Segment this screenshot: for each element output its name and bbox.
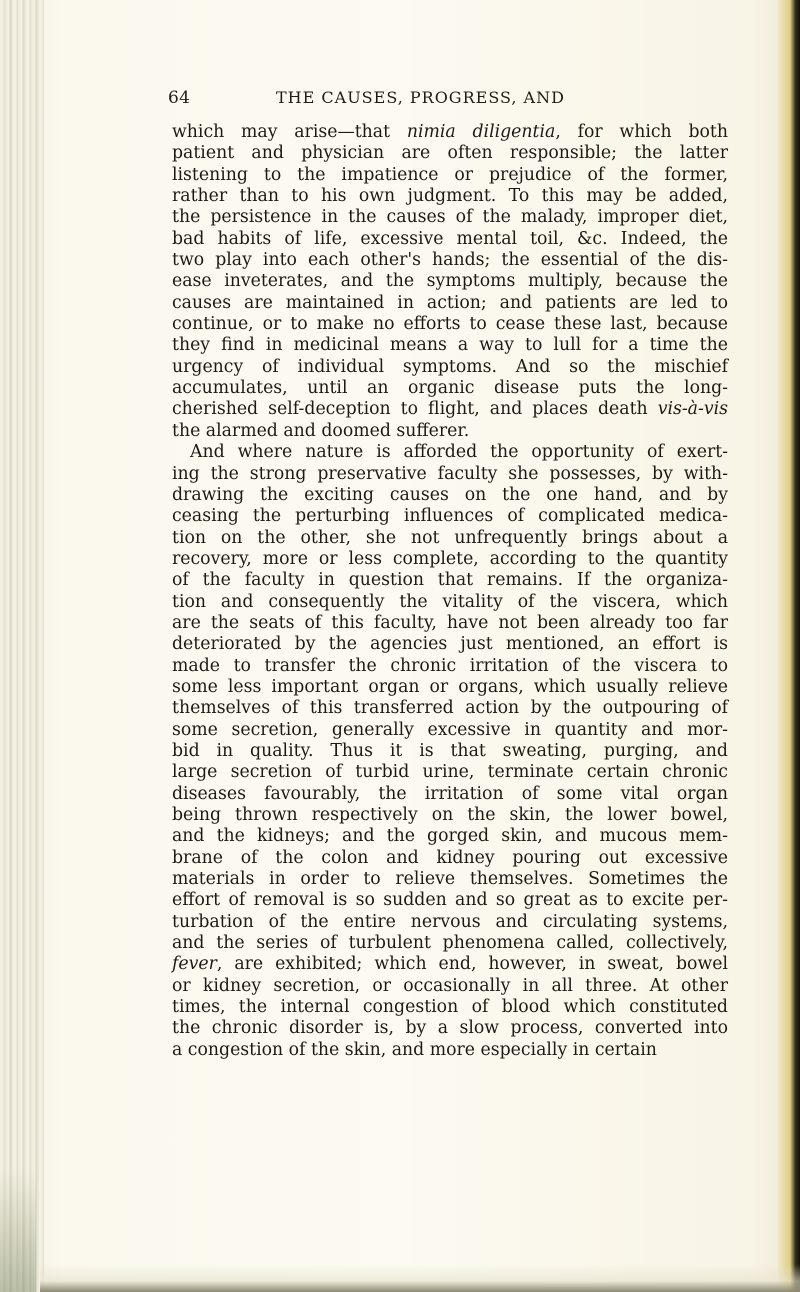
text-line: [172, 250, 728, 271]
text-segment: a congestion of the skin, and more especially in certain: [172, 1039, 657, 1060]
text-line: [172, 890, 728, 911]
text-segment: rather than to his own judgment. To this may be added,: [172, 186, 728, 207]
text-segment: made to transfer the chronic irritation of the viscera to: [172, 655, 728, 676]
text-line: [172, 378, 728, 399]
text-segment: bid in quality. Thus it is that sweating, purging, and: [172, 740, 728, 761]
text-segment: themselves of this transferred action by the outpouring of: [172, 698, 728, 719]
text-segment: , for which both: [555, 122, 728, 142]
text-segment: large secretion of turbid urine, terminate certain chronic: [172, 762, 728, 783]
text-line: [172, 314, 728, 335]
text-line: [172, 869, 728, 890]
running-header: [168, 88, 728, 112]
text-line: [172, 528, 728, 549]
text-line: [172, 271, 728, 292]
text-segment: ceasing the perturbing influences of complicated medica-: [172, 506, 728, 527]
text-segment: the persistence in the causes of the malady, improper diet,: [172, 207, 728, 228]
text-line: [172, 335, 728, 356]
text-segment: ing the strong preservative faculty she possesses, by with-: [172, 463, 728, 484]
text-line: [172, 784, 728, 805]
text-line: [172, 464, 728, 485]
text-line: [172, 698, 728, 719]
text-line: [172, 293, 728, 314]
text-line: [172, 976, 728, 997]
text-line: [172, 485, 728, 506]
text-segment: accumulates, until an organic disease puts the long-: [172, 378, 728, 399]
text-line: [172, 399, 728, 420]
text-line: [172, 122, 728, 143]
text-segment: the chronic disorder is, by a slow process, converted into: [172, 1018, 728, 1039]
text-segment: two play into each other's hands; the essential of the dis-: [172, 250, 728, 271]
text-segment: urgency of individual symptoms. And so the mischief: [172, 356, 728, 377]
text-segment: being thrown respectively on the skin, the lower bowel,: [172, 805, 728, 825]
text-segment: listening to the impatience or prejudice of the former,: [172, 164, 728, 185]
text-line: [172, 549, 728, 570]
text-line: [172, 1018, 728, 1039]
text-line: [172, 506, 728, 527]
text-segment: recovery, more or less complete, according to the quantity: [172, 548, 728, 569]
text-segment: are the seats of this faculty, have not been already too far: [172, 612, 728, 633]
text-line: [172, 805, 728, 826]
text-segment: times, the internal congestion of blood which constituted: [172, 997, 728, 1018]
text-segment: ease inveterates, and the symptoms multiply, because the: [172, 271, 728, 292]
text-segment: bad habits of life, excessive mental toil, &c. Indeed, the: [172, 228, 728, 249]
text-segment: some secretion, generally excessive in quantity and mor-: [172, 719, 728, 740]
text-segment: which may arise—that: [172, 122, 407, 142]
text-segment: cherished self-deception to flight, and places death: [172, 399, 658, 420]
text-segment: they find in medicinal means a way to lull for a time the: [172, 335, 728, 356]
text-line: [172, 762, 728, 783]
text-segment: the alarmed and doomed sufferer.: [172, 420, 470, 441]
text-line: [172, 848, 728, 869]
text-segment: and the kidneys; and the gorged skin, and mucous mem-: [172, 826, 728, 847]
italic-phrase: fever: [172, 954, 217, 975]
text-line: [172, 143, 728, 164]
text-line: [172, 570, 728, 591]
page-edge-right: [778, 0, 800, 1292]
text-segment: causes are maintained in action; and patients are led to: [172, 292, 728, 313]
text-segment: effort of removal is so sudden and so great as to excite per-: [172, 890, 728, 911]
italic-phrase: nimia diligentia: [406, 122, 556, 142]
paragraph: [172, 122, 728, 442]
text-line: [172, 720, 728, 741]
italic-phrase: vis-à-vis: [657, 399, 728, 420]
text-segment: deteriorated by the agencies just mentioned, an effort is: [172, 634, 728, 655]
text-line: [172, 997, 728, 1018]
text-line: [172, 677, 728, 698]
text-line: [172, 186, 728, 207]
text-segment: or kidney secretion, or occasionally in all three. At other: [172, 975, 728, 996]
text-segment: continue, or to make no efforts to cease these last, because: [172, 314, 728, 335]
text-line: [172, 912, 728, 933]
text-line: [172, 954, 728, 975]
text-line: [172, 634, 728, 655]
binding-gutter: [0, 0, 44, 1292]
text-line: [172, 1040, 728, 1061]
text-line: [172, 741, 728, 762]
text-line: [172, 229, 728, 250]
paragraph: [172, 442, 728, 1061]
text-segment: tion on the other, she not unfrequently brings about a: [172, 527, 728, 548]
text-line: [172, 421, 728, 442]
text-segment: and the series of turbulent phenomena called, collectively,: [172, 933, 728, 954]
text-segment: tion and consequently the vitality of the viscera, which: [172, 591, 728, 612]
text-segment: And where nature is afforded the opportunity of exert-: [190, 442, 728, 463]
text-segment: drawing the exciting causes on the one hand, and by: [172, 484, 728, 505]
text-line: [172, 442, 728, 463]
text-segment: patient and physician are often responsible; the latter: [172, 143, 728, 164]
text-line: [172, 656, 728, 677]
text-segment: brane of the colon and kidney pouring out excessive: [172, 847, 728, 868]
running-title: THE CAUSES, PROGRESS, AND: [276, 88, 565, 107]
page-number: 64: [168, 88, 191, 108]
page-edge-bottom: [40, 1264, 800, 1292]
text-line: [172, 933, 728, 954]
text-line: [172, 613, 728, 634]
text-line: [172, 165, 728, 186]
text-line: [172, 207, 728, 228]
text-segment: diseases favourably, the irritation of some vital organ: [172, 783, 728, 804]
gutter-shadow: [0, 1170, 36, 1292]
text-segment: of the faculty in question that remains. If the organiza-: [172, 570, 728, 591]
text-line: [172, 826, 728, 847]
text-segment: , are exhibited; which end, however, in sweat, bowel: [216, 954, 728, 975]
text-segment: some less important organ or organs, which usually relieve: [172, 676, 728, 697]
text-line: [172, 592, 728, 613]
text-segment: turbation of the entire nervous and circulating systems,: [172, 911, 728, 932]
text-line: [172, 357, 728, 378]
body-text: [172, 122, 728, 1061]
text-segment: materials in order to relieve themselves. Sometimes the: [172, 869, 728, 890]
